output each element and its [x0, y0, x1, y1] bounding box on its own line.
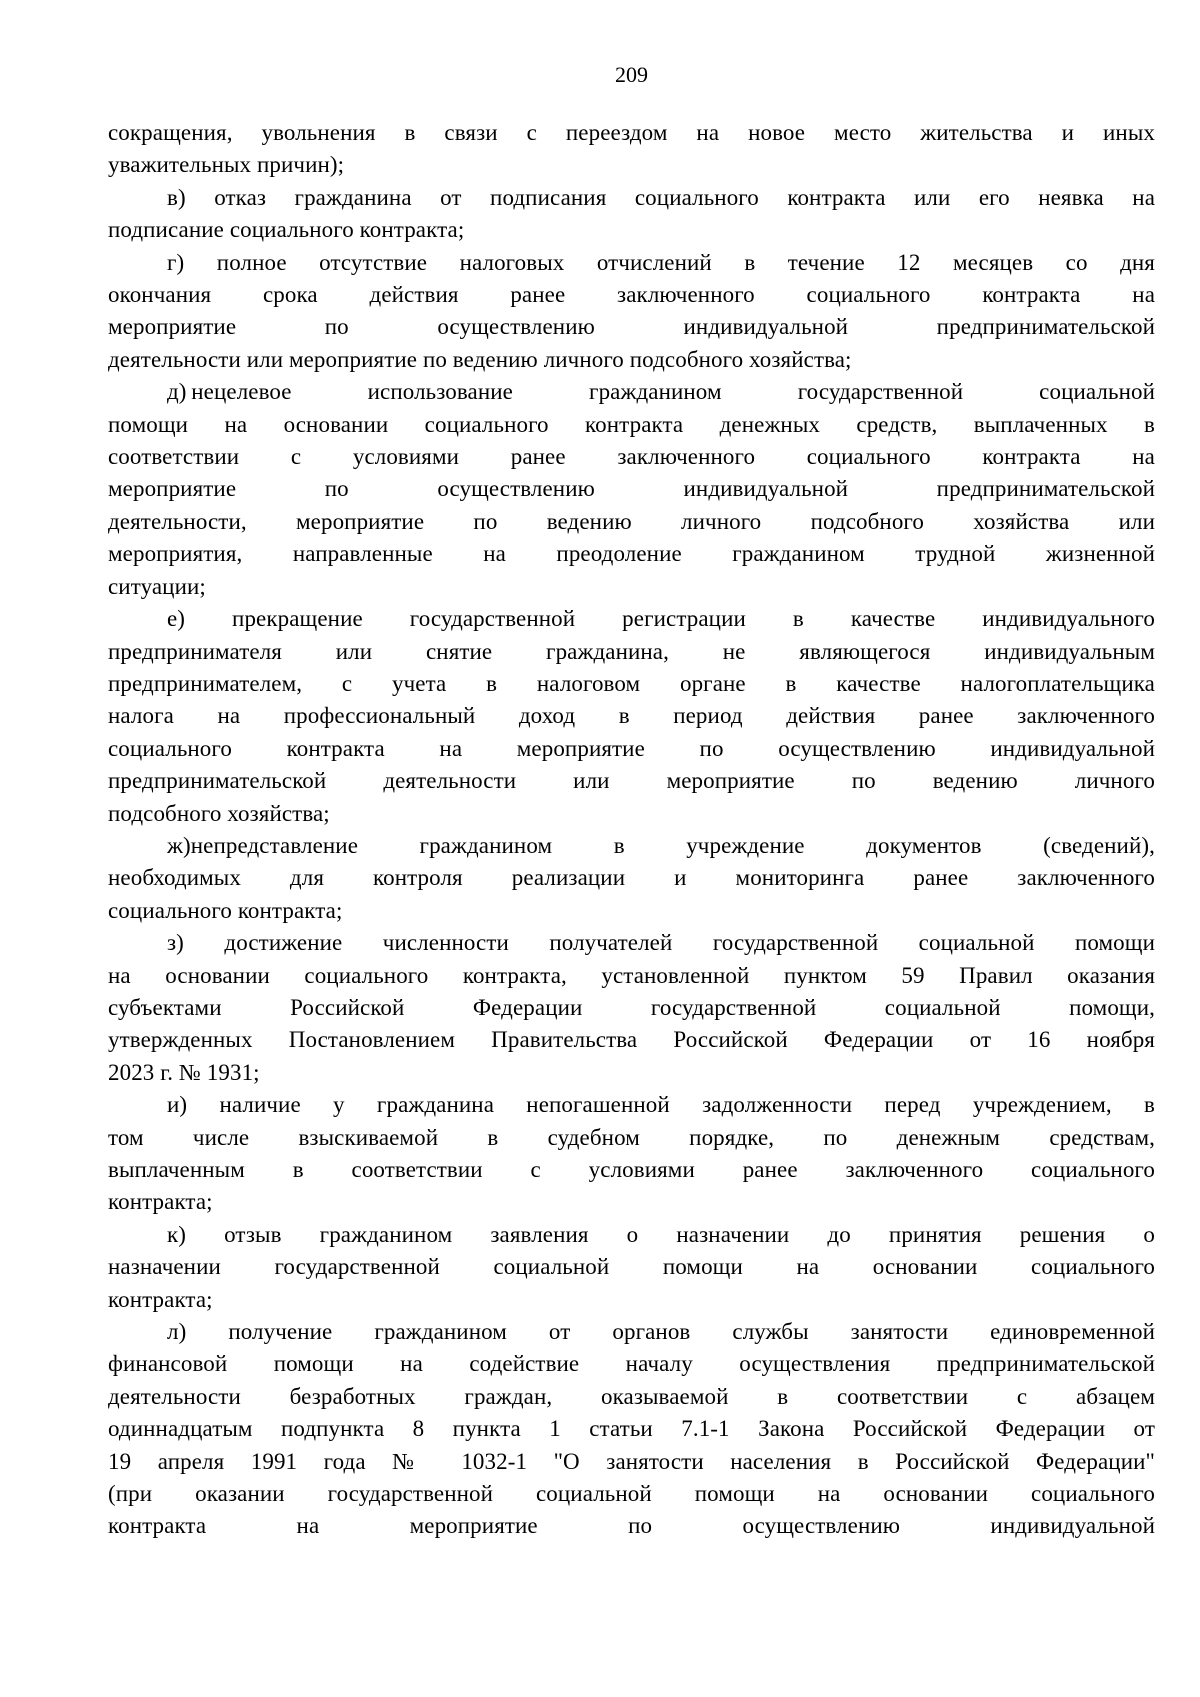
text-line: одиннадцатым подпункта 8 пункта 1 статьи 7.1-1 Закона Российской Федерации от [108, 1416, 1155, 1442]
text-line: и) наличие у гражданина непогашенной задолженности перед учреждением, в [167, 1092, 1155, 1118]
text-line: е) прекращение государственной регистрации в качестве индивидуального [167, 606, 1155, 632]
paragraph [108, 830, 1155, 927]
text-line: подписание социального контракта; [108, 217, 465, 243]
text-line: контракта; [108, 1189, 213, 1215]
text-line: социального контракта; [108, 897, 343, 923]
paragraph [108, 376, 1155, 603]
text-line: подсобного хозяйства; [108, 800, 330, 826]
text-line: в) отказ гражданина от подписания социального контракта или его неявка на [167, 184, 1155, 210]
text-line: помощи на основании социального контракта денежных средств, выплаченных в [108, 411, 1155, 437]
text-line: предпринимателя или снятие гражданина, не являющегося индивидуальным [108, 638, 1155, 664]
text-line: утвержденных Постановлением Правительства Российской Федерации от 16 ноября [108, 1027, 1155, 1053]
paragraph [108, 1089, 1155, 1219]
page-number: 209 [615, 62, 648, 87]
text-line: субъектами Российской Федерации государственной социальной помощи, [108, 994, 1155, 1020]
text-line: предпринимателем, с учета в налоговом органе в качестве налогоплательщика [108, 670, 1155, 696]
text-line: сокращения, увольнения в связи с переездом на новое место жительства и иных [108, 120, 1155, 145]
text-line: мероприятие по осуществлению индивидуальной предпринимательской [108, 314, 1155, 340]
text-line: г) полное отсутствие налоговых отчислений в течение 12 месяцев со дня [167, 249, 1155, 275]
text-line: социального контракта на мероприятие по осуществлению индивидуальной [108, 735, 1155, 761]
text-line: контракта на мероприятие по осуществлению индивидуальной [108, 1513, 1155, 1539]
text-line: 19 апреля 1991 года № 1032-1 "О занятости населения в Российской Федерации" [108, 1448, 1155, 1474]
paragraph [108, 1316, 1155, 1543]
text-line: контракта; [108, 1286, 213, 1312]
text-line: л) получение гражданином от органов службы занятости единовременной [167, 1319, 1155, 1345]
text-line: уважительных причин); [108, 152, 345, 178]
text-line: назначении государственной социальной помощи на основании социального [108, 1254, 1155, 1280]
text-line: 2023 г. № 1931; [108, 1059, 260, 1085]
text-line: на основании социального контракта, установленной пунктом 59 Правил оказания [108, 962, 1155, 988]
paragraph [108, 1219, 1155, 1316]
paragraph [108, 927, 1155, 1089]
paragraph [108, 247, 1155, 377]
text-line: деятельности безработных граждан, оказываемой в соответствии с абзацем [108, 1383, 1155, 1409]
paragraph [108, 117, 1155, 182]
text-line: з) достижение численности получателей государственной социальной помощи [167, 930, 1155, 956]
text-line: ж)непредставление гражданином в учреждение документов (сведений), [167, 832, 1155, 858]
text-line: предпринимательской деятельности или мероприятие по ведению личного [108, 768, 1155, 794]
text-line: деятельности, мероприятие по ведению личного подсобного хозяйства или [108, 508, 1155, 534]
text-line: ситуации; [108, 573, 206, 599]
text-line: деятельности или мероприятие по ведению личного подсобного хозяйства; [108, 346, 852, 372]
text-line: соответствии с условиями ранее заключенного социального контракта на [108, 444, 1155, 470]
text-line: окончания срока действия ранее заключенного социального контракта на [108, 282, 1155, 308]
text-line: налога на профессиональный доход в период действия ранее заключенного [108, 703, 1155, 729]
text-line: (при оказании государственной социальной помощи на основании социального [108, 1481, 1155, 1507]
text-line: выплаченным в соответствии с условиями ранее заключенного социального [108, 1157, 1155, 1182]
text-line: необходимых для контроля реализации и мониторинга ранее заключенного [108, 865, 1155, 891]
text-line: к) отзыв гражданином заявления о назначении до принятия решения о [167, 1221, 1155, 1247]
paragraph [108, 182, 1155, 247]
paragraph [108, 603, 1155, 830]
text-line: том числе взыскиваемой в судебном порядке, по денежным средствам, [108, 1124, 1155, 1150]
text-line: мероприятие по осуществлению индивидуальной предпринимательской [108, 476, 1155, 502]
document-body [108, 117, 1155, 1543]
text-line: финансовой помощи на содействие началу осуществления предпринимательской [108, 1351, 1155, 1377]
text-line: д) нецелевое использование гражданином государственной социальной [167, 379, 1155, 405]
text-line: мероприятия, направленные на преодоление гражданином трудной жизненной [108, 541, 1155, 567]
